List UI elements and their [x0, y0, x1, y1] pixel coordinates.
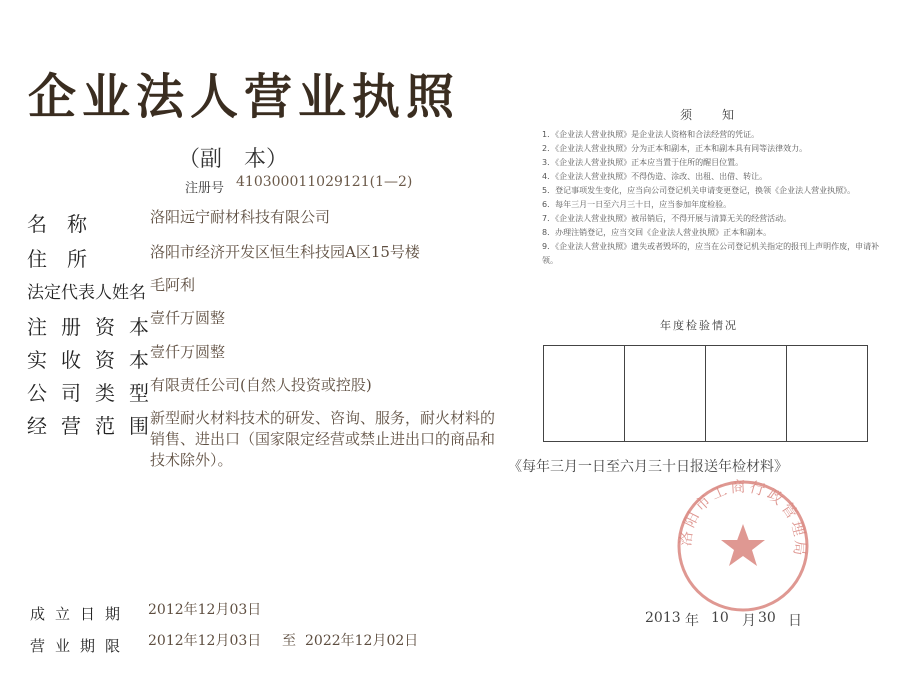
notice-item: 6．每年三月一日至六月三十日，应当参加年度检验。	[542, 200, 732, 209]
seal-star-icon	[721, 524, 765, 566]
field-legal-rep-label: 法定代表人姓名	[27, 283, 146, 303]
term-end-date: 2022年12月02日	[305, 633, 419, 649]
inspection-deadline: 《每年三月一日至六月三十日报送年检材料》	[508, 459, 788, 475]
field-registered-capital-label: 注册资本	[27, 315, 163, 339]
established-label: 成立日期	[30, 605, 131, 623]
inspection-cell	[706, 346, 787, 441]
field-registered-capital-value: 壹仟万圆整	[150, 309, 226, 327]
term-start-date: 2012年12月03日	[148, 633, 262, 649]
notice-list	[542, 128, 892, 268]
notice-item: 1．《企业法人营业执照》是企业法人资格和合法经营的凭证。	[542, 130, 760, 139]
issue-year-unit: 年	[685, 613, 699, 629]
license-title: 企业法人营业执照	[28, 69, 461, 125]
copy-type: （副 本）	[178, 147, 289, 172]
issue-year: 2013	[645, 610, 681, 626]
notice-title: 须知	[680, 108, 765, 122]
established-date: 2012年12月03日	[148, 602, 262, 618]
field-name-label: 名 称	[27, 212, 87, 236]
issue-day-unit: 日	[788, 613, 802, 629]
registration-number: 410300011029121(1—2)	[236, 174, 413, 190]
registration-label: 注册号	[185, 181, 225, 196]
field-company-type-value: 有限责任公司(自然人投资或控股)	[150, 376, 372, 394]
field-business-scope-label: 经营范围	[27, 414, 163, 438]
field-name-value: 洛阳远宁耐材科技有限公司	[150, 208, 331, 226]
term-to: 至	[282, 633, 296, 649]
field-business-scope-value: 新型耐火材料技术的研发、咨询、服务，耐火材料的销售、进出口（国家限定经营或禁止进出口的商品和技术除外）。	[150, 409, 496, 469]
issue-day: 30	[758, 610, 776, 626]
issue-month: 10	[711, 610, 729, 626]
inspection-cell	[544, 346, 625, 441]
inspection-grid	[543, 345, 868, 442]
official-seal-icon	[675, 478, 811, 614]
inspection-cell	[625, 346, 706, 441]
field-paid-capital-label: 实收资本	[27, 348, 163, 372]
field-legal-rep-value: 毛阿利	[150, 276, 196, 294]
field-address-label: 住 所	[27, 247, 87, 271]
notice-item: 9．《企业法人营业执照》遗失或者毁坏的，应当在公司登记机关指定的报刊上声明作废，申请补领。	[542, 242, 880, 265]
notice-item: 7．《企业法人营业执照》被吊销后，不得开展与清算无关的经营活动。	[542, 214, 792, 223]
notice-item: 2．《企业法人营业执照》分为正本和副本，正本和副本具有同等法律效力。	[542, 144, 808, 153]
notice-item: 4．《企业法人营业执照》不得伪造、涂改、出租、出借、转让。	[542, 172, 768, 181]
notice-item: 3．《企业法人营业执照》正本应当置于住所的醒目位置。	[542, 158, 744, 167]
field-company-type-label: 公司类型	[27, 381, 163, 405]
field-paid-capital-value: 壹仟万圆整	[150, 343, 226, 361]
term-label: 营业期限	[30, 637, 131, 655]
inspection-cell	[787, 346, 867, 441]
notice-item: 5．登记事项发生变化，应当向公司登记机关申请变更登记，换领《企业法人营业执照》。	[542, 186, 856, 195]
inspection-title: 年度检验情况	[660, 319, 738, 332]
issue-month-unit: 月	[742, 613, 756, 629]
notice-item: 8．办理注销登记，应当交回《企业法人营业执照》正本和副本。	[542, 228, 772, 237]
field-address-value: 洛阳市经济开发区恒生科技园A区15号楼	[150, 243, 420, 261]
seal-text: 洛阳市工商行政管理局	[676, 478, 810, 560]
